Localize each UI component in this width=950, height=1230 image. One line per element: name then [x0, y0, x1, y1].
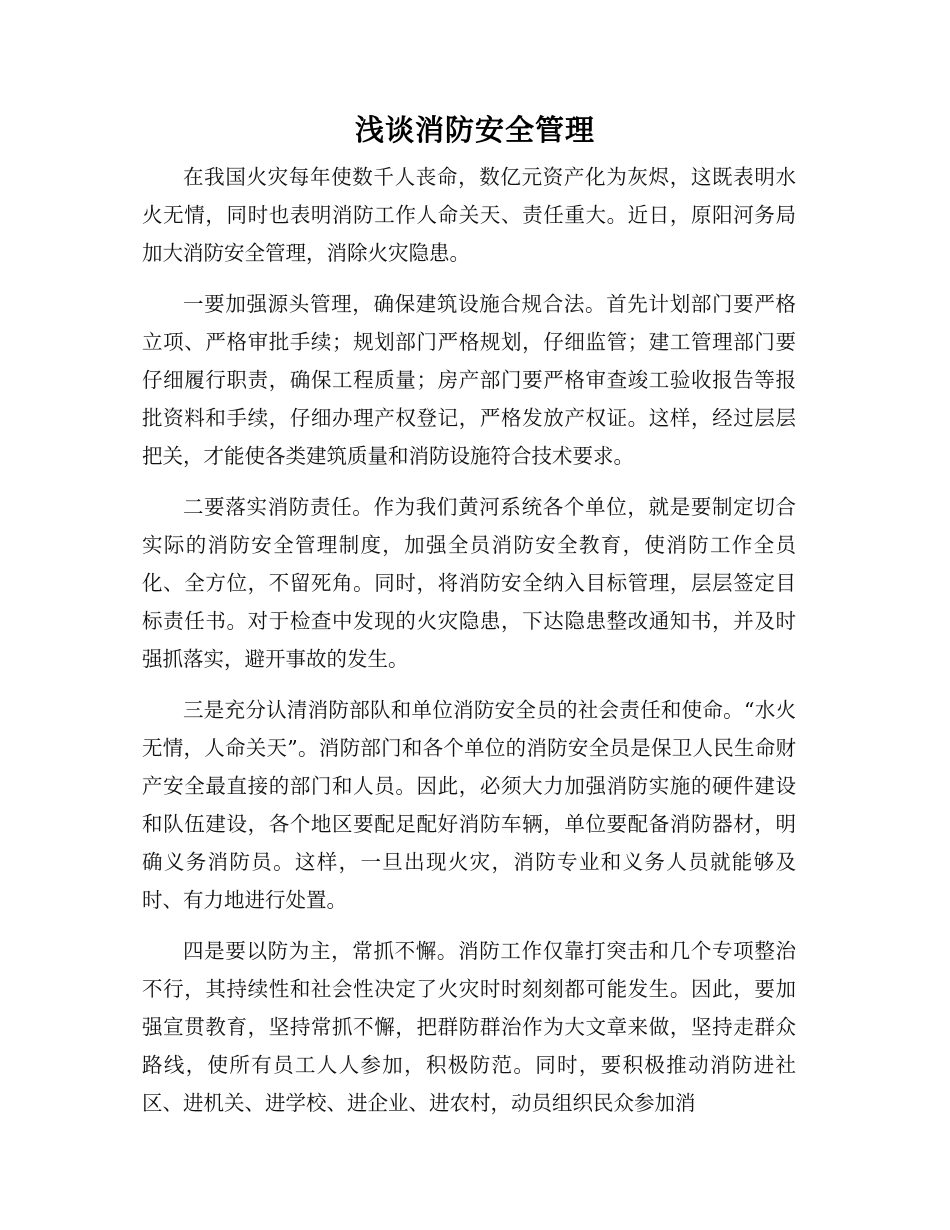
paragraph-fire-brigade-mission: 三是充分认清消防部队和单位消防安全员的社会责任和使命。“水火无情，人命关天”。消防部门和各个单位的消防安全员是保卫人民生命财产安全最直接的部门和人员。因此，必须大力加强消防实施的硬件建设和队伍建设，各个地区要配足配好消防车辆，单位要配备消防器材，明确义务消防员。这样，一旦出现火灾，消防专业和义务人员就能够及时、有力地进行处置。	[142, 698, 796, 912]
paragraph-fire-responsibility: 二要落实消防责任。作为我们黄河系统各个单位，就是要制定切合实际的消防安全管理制度，加强全员消防安全教育，使消防工作全员化、全方位，不留死角。同时，将消防安全纳入目标管理，层层签定目标责任书。对于检查中发现的火灾隐患，下达隐患整改通知书，并及时强抓落实，避开事故的发生。	[142, 495, 796, 671]
paragraph-prevention-first: 四是要以防为主，常抓不懈。消防工作仅靠打突击和几个专项整治不行，其持续性和社会性决定了火灾时时刻刻都可能发生。因此，要加强宣贯教育，坚持常抓不懈，把群防群治作为大文章来做，坚持走群众路线，使所有员工人人参加，积极防范。同时，要积极推动消防进社区、进机关、进学校、进企业、进农村，动员组织民众参加消	[142, 939, 796, 1115]
paragraph-source-management: 一要加强源头管理，确保建筑设施合规合法。首先计划部门要严格立项、严格审批手续；规划部门严格规划，仔细监管；建工管理部门要仔细履行职责，确保工程质量；房产部门要严格审查竣工验收报告等报批资料和手续，仔细办理产权登记，严格发放产权证。这样，经过层层把关，才能使各类建筑质量和消防设施符合技术要求。	[142, 292, 796, 468]
paragraph-intro: 在我国火灾每年使数千人丧命，数亿元资产化为灰烬，这既表明水火无情，同时也表明消防工作人命关天、责任重大。近日，原阳河务局加大消防安全管理，消除火灾隐患。	[142, 165, 796, 265]
document-title: 浅谈消防安全管理	[354, 113, 595, 147]
document-body	[142, 158, 796, 1122]
